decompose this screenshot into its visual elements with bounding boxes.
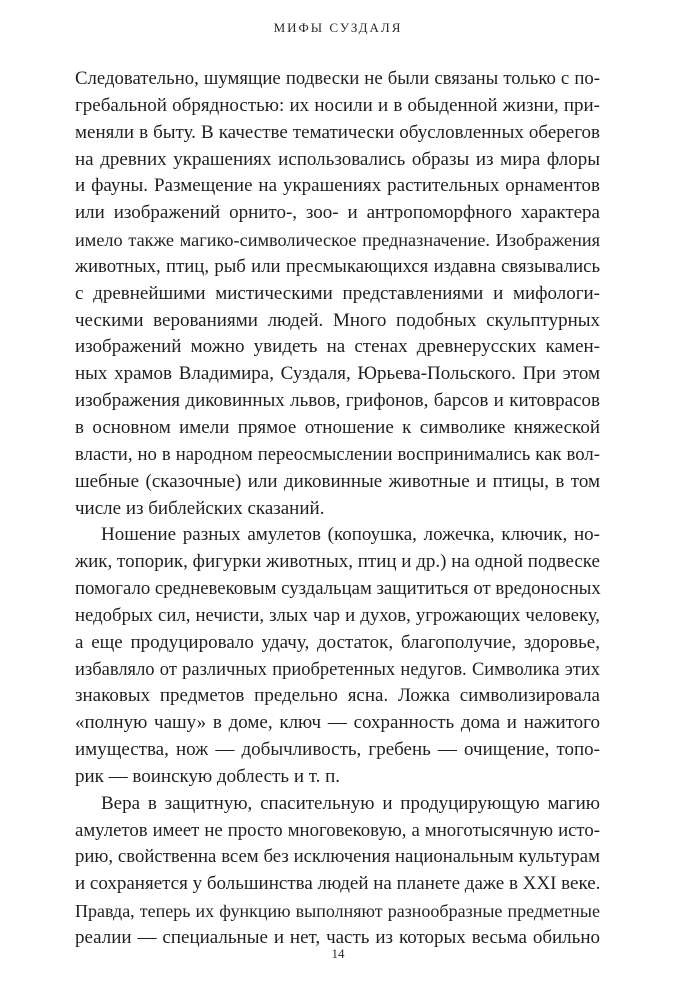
text-line: и сохраняется у большинства людей на планете даже в XXI веке. — [75, 873, 601, 895]
paragraph-3 — [75, 791, 600, 952]
text-line: избавляло от различных приобретенных недугов. Символика этих — [75, 659, 600, 680]
text-line: власти, но в народном переосмыслении воспринимались как вол- — [75, 443, 600, 465]
text-line: на древних украшениях использовались образы из мира флоры — [75, 148, 600, 170]
text-line: или изображений орнито-, зоо- и антропоморфного характера — [75, 202, 600, 224]
text-line: меняли в быту. В качестве тематически обусловленных оберегов — [75, 121, 600, 143]
text-line: рию, свойственна всем без исключения национальным культурам — [75, 846, 600, 868]
text-line: «полную чашу» в доме, ключ — сохранность дома и нажитого — [75, 712, 600, 734]
text-line: с древнейшими мистическими представлениями и мифологи- — [75, 282, 600, 304]
text-line: знаковых предметов предельно ясна. Ложка символизировала — [75, 685, 600, 707]
text-line: шебные (сказочные) или диковинные животные и птицы, в том — [75, 470, 600, 492]
text-line: гребальной обрядностью: их носили и в обыденной жизни, при- — [75, 94, 600, 116]
page-number: 14 — [331, 946, 345, 961]
text-line: недобрых сил, нечисти, злых чар и духов, угрожающих человеку, — [75, 604, 600, 626]
text-line: помогало средневековым суздальцам защититься от вредоносных — [75, 578, 601, 600]
text-line: рик — воинскую доблесть и т. п. — [75, 765, 341, 787]
paragraph-2 — [75, 522, 600, 790]
paragraph-1 — [75, 66, 600, 522]
text-line: имело также магико-символическое предназначение. Изображения — [75, 230, 600, 251]
text-line: числе из библейских сказаний. — [75, 497, 325, 519]
text-line: Вера в защитную, спасительную и продуцирующую магию — [101, 792, 600, 814]
text-line: реалии — специальные и нет, часть из которых весьма обильно — [75, 927, 600, 948]
text-line: Правда, теперь их функцию выполняют разнообразные предметные — [75, 901, 600, 922]
text-line: а еще продуцировало удачу, достаток, благополучие, здоровье, — [75, 631, 600, 653]
text-line: в основном имели прямое отношение к символике княжеской — [75, 416, 600, 438]
text-line: ных храмов Владимира, Суздаля, Юрьева-Польского. При этом — [75, 363, 600, 385]
text-line: изображения диковинных львов, грифонов, барсов и китоврасов — [75, 390, 600, 412]
text-line: изображений можно увидеть на стенах древнерусских камен- — [75, 336, 600, 358]
running-head: МИФЫ СУЗДАЛЯ — [273, 20, 403, 35]
text-line: имущества, нож — добычливость, гребень — очищение, топо- — [75, 739, 600, 761]
text-line: Ношение разных амулетов (копоушка, ложечка, ключик, но- — [101, 524, 600, 546]
text-line: ческими верованиями людей. Много подобных скульптурных — [75, 309, 600, 331]
text-line: жик, топорик, фигурки животных, птиц и др.) на одной подвеске — [75, 551, 600, 573]
text-line: Следовательно, шумящие подвески не были связаны только с по- — [75, 68, 600, 89]
text-line: и фауны. Размещение на украшениях растительных орнаментов — [75, 175, 600, 197]
text-line: животных, птиц, рыб или пресмыкающихся издавна связывались — [75, 255, 600, 277]
body-text — [75, 66, 600, 952]
text-line: амулетов имеет не просто многовековую, а многотысячную исто- — [75, 819, 600, 841]
